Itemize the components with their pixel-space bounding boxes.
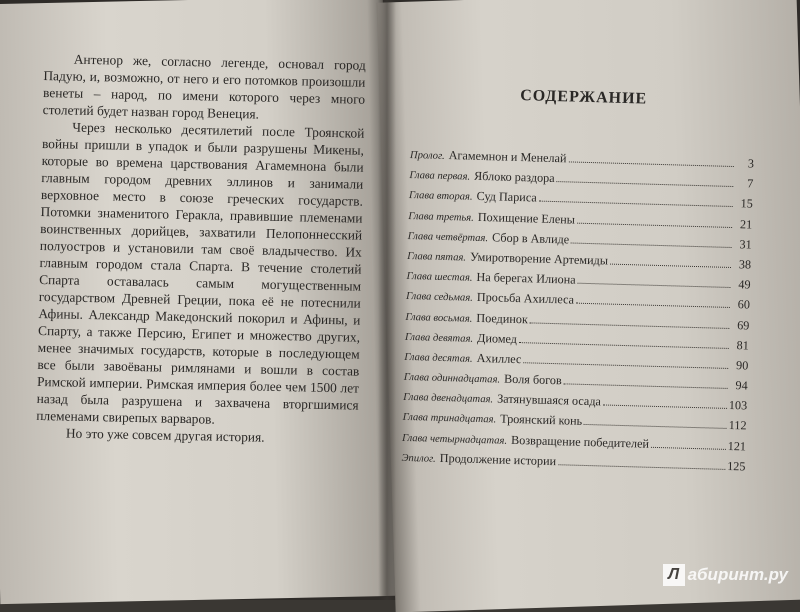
- toc-entry-page: 69: [737, 317, 750, 333]
- toc-entry-name: Сбор в Авлиде: [491, 230, 570, 247]
- toc-entry-name: Диомед: [476, 330, 518, 346]
- toc-entry-page: 31: [739, 236, 752, 252]
- toc-entry-name: На берегах Илиона: [476, 270, 576, 287]
- toc-entry-name: Воля богов: [503, 371, 562, 388]
- toc-leader-dots: [578, 270, 731, 288]
- paragraph: Через несколько десятилетий после Троянской войны пришли в упадок и были разрушены Микены, которые во времена царствования Агамемнона были главным городом древних эллинов и занимали верховное место в союзе греческих государств. Потомки знаменитого Геракла, правившие племенами воинственных дорийцев, захватили Пелопоннесский полуостров и установили там своё владычество. Их главным городом стала Спарта. В течение столетий Спарта оставалась самым могущественным государством Древней Греции, пока её не потеснили Афины. Александр Македонский покорил и Афины, и Спарту, а также Персию, Египет и множество других, менее значимых государств, которые в последующем все были завоёваны римлянами и вошли в состав Римской империи. Римская империя более чем 1500 лет назад была разрушена и захвачена вторгшимися племенами свирепых варваров.: [36, 119, 365, 427]
- toc-entry-label: Глава первая.: [409, 170, 471, 183]
- toc-entry-label: Глава четырнадцатая.: [401, 432, 508, 447]
- toc-leader-dots: [603, 392, 727, 409]
- toc-entry-name: Яблоко раздора: [473, 168, 555, 186]
- toc-entry-page: 90: [735, 358, 749, 373]
- toc-entry-page: 3: [747, 156, 755, 171]
- toc-entry-label: Глава тринадцатая.: [402, 412, 497, 426]
- toc-entry-label: Глава вторая.: [408, 190, 473, 204]
- toc-entry-label: Глава двенадцатая.: [403, 392, 494, 406]
- toc-entry-label: Глава одиннадцатая.: [403, 371, 501, 386]
- paragraph: Но это уже совсем другая история.: [65, 425, 265, 445]
- toc-entry-name: Троянский конь: [499, 412, 583, 429]
- toc-entry-page: 121: [727, 438, 747, 454]
- toc-entry-name: Похищение Елены: [477, 209, 576, 227]
- left-page-text: [36, 50, 366, 448]
- toc-leader-dots: [577, 209, 733, 227]
- toc-entry-page: 21: [739, 216, 753, 232]
- toc-entry-page: 7: [747, 176, 754, 191]
- toc-entry-name: Просьба Ахиллеса: [476, 290, 575, 307]
- toc-entry-label: Глава шестая.: [406, 271, 473, 284]
- toc-entry-label: Глава десятая.: [404, 351, 473, 365]
- toc-leader-dots: [651, 433, 726, 449]
- toc-entry-page: 112: [728, 418, 747, 433]
- toc-leader-dots: [568, 148, 734, 167]
- toc-entry-name: Возвращение победителей: [510, 432, 650, 451]
- toc-entry-name: Суд Париса: [476, 189, 537, 205]
- toc-entry-page: 49: [738, 277, 751, 292]
- toc-entry-name: Ахиллес: [476, 350, 522, 367]
- toc-entry-page: 60: [737, 297, 751, 312]
- toc-entry-label: Глава седьмая.: [405, 291, 473, 305]
- toc-entry-page: 38: [738, 257, 752, 272]
- toc-entry-page: 15: [740, 196, 753, 211]
- toc-entry-label: Эпилог.: [401, 452, 436, 465]
- watermark: [663, 564, 788, 586]
- toc-list: [401, 144, 754, 476]
- toc-entry-page: 94: [735, 378, 748, 393]
- toc-entry-label: Глава третья.: [408, 210, 474, 224]
- toc-entry-name: Умиротворение Артемиды: [469, 249, 609, 268]
- toc-leader-dots: [610, 251, 731, 268]
- toc-entry-label: Глава пятая.: [407, 250, 467, 264]
- toc-entry-page: 125: [726, 458, 746, 474]
- labirint-logo-icon: Л: [663, 564, 685, 586]
- toc-entry-name: Поединок: [476, 310, 529, 326]
- toc-title: СОДЕРЖАНИЕ: [519, 87, 648, 108]
- toc-entry-name: Продолжение истории: [439, 450, 557, 468]
- toc-entry-page: 103: [728, 398, 748, 413]
- toc-entry-page: 81: [736, 337, 750, 353]
- toc-entry-name: Агамемнон и Менелай: [448, 148, 567, 166]
- watermark-text: абиринт.ру: [687, 565, 788, 584]
- toc-entry-label: Пролог.: [409, 149, 445, 162]
- paragraph: Антенор же, согласно легенде, основал город Падую, и, возможно, от него и его потомков произошли венеты – народ, по имени которого через много столетий будет назван город Венеция.: [42, 51, 366, 122]
- toc-entry-label: Глава четвёртая.: [407, 230, 489, 244]
- table-of-contents: [401, 84, 756, 476]
- toc-leader-dots: [584, 411, 727, 429]
- toc-entry-name: Затянувшаяся осада: [496, 391, 602, 409]
- toc-entry-label: Глава восьмая.: [405, 311, 473, 325]
- toc-entry-label: Глава девятая.: [404, 331, 474, 345]
- book-gutter: [378, 0, 396, 600]
- toc-leader-dots: [576, 290, 730, 308]
